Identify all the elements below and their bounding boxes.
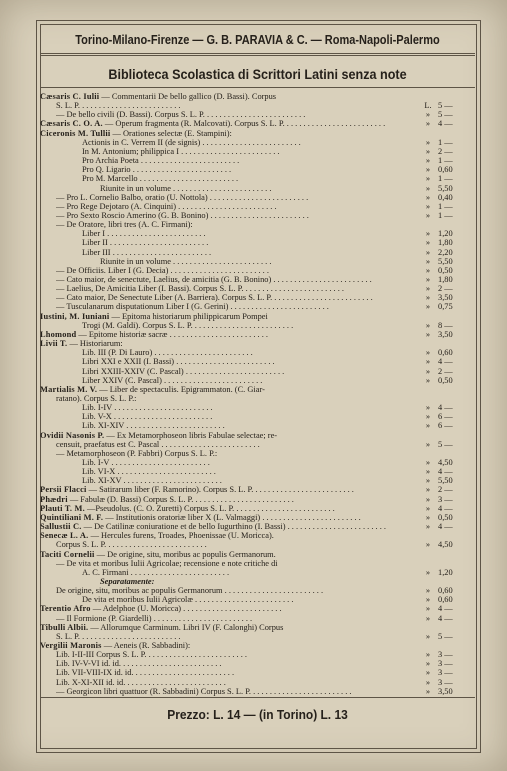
currency-mark: » bbox=[425, 302, 431, 312]
leader-dots: . . . . . . . . . . . . . . . . . . . . . . . . bbox=[105, 229, 206, 239]
entry-price: 0,60 bbox=[438, 595, 453, 605]
entry-title: — Epitoma historiarum philippicarum Pompei bbox=[109, 311, 268, 321]
entry-title: —Pseudolus. (C. O. Zuretti) Corpus S. L. P. bbox=[84, 503, 235, 513]
entry-title: — Cato maior, De Senectute Liber (A. Barriera). Corpus S. L. P. bbox=[56, 293, 273, 303]
leader-dots: . . . . . . . . . . . . . . . . . . . . . . . . bbox=[170, 256, 272, 266]
entry-title: De origine, situ, moribus ac populis Germanorum bbox=[56, 586, 223, 596]
entry-price: 1 — bbox=[438, 210, 453, 220]
leader-dots: . . . . . . . . . . . . . . . . . . . . . . . . bbox=[159, 439, 260, 449]
entry-title: — De Catilinæ coniuratione et de bello Iugurthino (I. Bassi) bbox=[81, 522, 286, 532]
leader-dots: . . . . . . . . . . . . . . . . . . . . . . . . bbox=[285, 522, 386, 532]
currency-mark: » bbox=[425, 403, 431, 413]
entry-title: — Allorumque Carminum. Libri IV (F. Calonghi) Corpus bbox=[88, 622, 284, 632]
currency-mark: » bbox=[425, 631, 431, 641]
entry-title: Lib. VI-X bbox=[82, 467, 116, 477]
leader-dots: . . . . . . . . . . . . . . . . . . . . . . . . bbox=[192, 320, 294, 330]
entry-title: — Aeneis (R. Sabbadini): bbox=[101, 641, 191, 650]
leader-dots: . . . . . . . . . . . . . . . . . . . . . . . . bbox=[121, 476, 222, 486]
entry-price: 0,50 bbox=[438, 265, 453, 275]
entry-title: Lib. XI-XIV bbox=[82, 421, 125, 431]
entry-title: Actionis in C. Verrem II (de signis) bbox=[82, 137, 201, 147]
leader-dots: . . . . . . . . . . . . . . . . . . . . . . . . bbox=[130, 165, 232, 175]
entry-title: Lib. I-IV bbox=[82, 403, 113, 413]
leader-dots: . . . . . . . . . . . . . . . . . . . . . . . . bbox=[170, 183, 272, 193]
currency-mark: » bbox=[425, 320, 431, 330]
currency-mark: » bbox=[425, 210, 431, 220]
entry-title: — Pro Sexto Roscio Amerino (G. B. Bonino) bbox=[56, 210, 209, 220]
leader-dots: . . . . . . . . . . . . . . . . . . . . . . . . bbox=[260, 512, 361, 522]
entry-title: Lib. I-II-III Corpus S. L. P. bbox=[56, 650, 147, 660]
entry-title: Lib. V-X bbox=[82, 412, 112, 422]
entry-price: 1 — bbox=[438, 156, 453, 166]
entry-title: Riunite in un volume bbox=[100, 183, 171, 193]
entry-title: — Adelphoe (U. Moricca) bbox=[90, 604, 182, 614]
leader-dots: . . . . . . . . . . . . . . . . . . . . . . . . bbox=[181, 604, 282, 614]
entry-price: 5 — bbox=[438, 631, 453, 641]
entry-title: — Epitome historiæ sacræ bbox=[76, 329, 168, 339]
entry-price: 8 — bbox=[438, 320, 453, 330]
currency-mark: » bbox=[425, 165, 431, 175]
currency-mark: » bbox=[425, 613, 431, 623]
author-name: Cæsaris C. O. A. bbox=[40, 119, 103, 129]
leader-dots: . . . . . . . . . . . . . . . . . . . . . . . . bbox=[207, 192, 309, 202]
entry-title: — Ex Metamorphoseon libris Fabulae selectae; re- bbox=[104, 430, 278, 440]
entry-title: Liber I bbox=[82, 229, 106, 239]
entry-title: — Hercules furens, Troades, Phoenissae (U. Moricca). bbox=[88, 531, 274, 541]
author-name: Persii Flacci bbox=[40, 485, 87, 495]
leader-dots: . . . . . . . . . . . . . . . . . . . . . . . . bbox=[183, 366, 285, 376]
entry-title: Trogi (M. Galdi). Corpus S. L. P. bbox=[82, 320, 193, 330]
page-title: Biblioteca Scolastica di Scrittori Latini senza note bbox=[108, 66, 407, 82]
entry-price: 4 — bbox=[438, 119, 453, 129]
price-footer: Prezzo: L. 14 — (in Torino) L. 13 bbox=[167, 707, 348, 722]
entry-price: 5 — bbox=[438, 110, 453, 120]
entry-price: 1,20 bbox=[438, 567, 453, 577]
entry-price: 2 — bbox=[438, 146, 453, 156]
currency-mark: » bbox=[425, 503, 431, 513]
entry-title: — Il Formione (P. Giardelli) bbox=[56, 613, 152, 623]
entry-price: 2 — bbox=[438, 485, 453, 495]
entry-title: Libri XXI e XXII (I. Bassi) bbox=[82, 357, 175, 367]
currency-mark: » bbox=[425, 412, 431, 422]
entry-title: — Operum fragmenta (R. Malcovati). Corpus S. L. P. bbox=[102, 119, 285, 129]
leader-dots: . . . . . . . . . . . . . . . . . . . . . . . . bbox=[234, 503, 335, 513]
entry-price: 5,50 bbox=[438, 476, 453, 486]
currency-mark: » bbox=[425, 156, 431, 166]
entry-price: 3,50 bbox=[438, 329, 453, 339]
entry-price: 4 — bbox=[438, 613, 453, 623]
entry-price: 6 — bbox=[438, 421, 453, 431]
entry-price: 0,50 bbox=[438, 375, 453, 385]
leader-dots: . . . . . . . . . . . . . . . . . . . . . . . . bbox=[107, 238, 209, 248]
currency-mark: » bbox=[425, 329, 431, 339]
entry-price: 4,50 bbox=[438, 540, 453, 550]
leader-dots: . . . . . . . . . . . . . . . . . . . . . . . . bbox=[109, 458, 210, 467]
author-name: Livii T. bbox=[40, 339, 68, 349]
entry-title: — De Oratore, libri tres (A. C. Firmani): bbox=[56, 220, 193, 230]
currency-mark: » bbox=[425, 494, 431, 504]
author-name: Taciti Cornelii bbox=[40, 549, 95, 559]
entry-title: — Commentarii De bello gallico (D. Bassi). Corpus bbox=[99, 92, 277, 101]
currency-mark: » bbox=[425, 119, 431, 129]
leader-dots: . . . . . . . . . . . . . . . . . . . . . . . . bbox=[167, 329, 268, 339]
author-name: Sallustii C. bbox=[40, 522, 82, 532]
entry-title: — Institutionis oratoriæ liber X (L. Valmaggi) bbox=[103, 512, 261, 522]
currency-mark: » bbox=[425, 485, 431, 495]
entry-title: Lib. XI-XV bbox=[82, 476, 122, 486]
entry-title: Separatamente: bbox=[100, 576, 155, 586]
entry-price: 3,50 bbox=[438, 293, 453, 303]
leader-dots: . . . . . . . . . . . . . . . . . . . . . . . . bbox=[251, 686, 352, 696]
entry-title: Lib. I-V bbox=[82, 458, 110, 467]
entry-title: — De Officiis. Liber I (G. Decia) bbox=[56, 265, 169, 275]
leader-dots: . . . . . . . . . . . . . . . . . . . . . . . . bbox=[152, 348, 253, 358]
entry-title: Riunite in un volume bbox=[100, 256, 171, 266]
entry-title: De vita et moribus Iulii Agricolæ bbox=[82, 595, 193, 605]
entry-price: 1,80 bbox=[438, 238, 453, 248]
leader-dots: . . . . . . . . . . . . . . . . . . . . . . . . bbox=[146, 650, 247, 660]
currency-mark: » bbox=[425, 174, 431, 184]
currency-mark: L. bbox=[424, 101, 432, 111]
entry-price: 1 — bbox=[438, 174, 453, 184]
entry-title: Pro M. Marcello bbox=[82, 174, 138, 184]
entry-price: 5 — bbox=[438, 439, 453, 449]
entry-price: 2 — bbox=[438, 284, 453, 294]
entry-title: — Orationes selectæ (E. Stampini): bbox=[110, 128, 232, 138]
leader-dots: . . . . . . . . . . . . . . . . . . . . . . . . bbox=[204, 110, 306, 120]
currency-mark: » bbox=[425, 348, 431, 358]
currency-mark: » bbox=[425, 375, 431, 385]
author-name: Plauti T. M. bbox=[40, 503, 85, 513]
author-name: Terentio Afro bbox=[40, 604, 91, 614]
author-name: Senecæ L. A. bbox=[40, 531, 89, 541]
entry-price: 4 — bbox=[438, 403, 453, 413]
currency-mark: » bbox=[425, 668, 431, 678]
entry-price: 1 — bbox=[438, 201, 453, 211]
leader-dots: . . . . . . . . . . . . . . . . . . . . . . . . bbox=[138, 156, 240, 166]
entry-price: 4,50 bbox=[438, 458, 453, 467]
leader-dots: . . . . . . . . . . . . . . . . . . . . . . . . bbox=[151, 613, 253, 623]
author-name: Phædri bbox=[40, 494, 68, 504]
entry-price: 4 — bbox=[438, 604, 453, 614]
currency-mark: » bbox=[425, 421, 431, 431]
entry-price: 5 — bbox=[438, 101, 453, 111]
entry-title: Lib. X-XI-XII id. id. bbox=[56, 677, 126, 687]
leader-dots: . . . . . . . . . . . . . . . . . . . . . . . . bbox=[124, 421, 225, 431]
entry-title: censuit, praefatus est C. Pascal bbox=[56, 439, 160, 449]
entry-price: 3 — bbox=[438, 668, 453, 678]
currency-mark: » bbox=[425, 183, 431, 193]
entry-title: Pro Q. Ligario bbox=[82, 165, 131, 175]
entry-price: 2,20 bbox=[438, 247, 453, 257]
leader-dots: . . . . . . . . . . . . . . . . . . . . . . . . bbox=[253, 485, 354, 495]
currency-mark: » bbox=[425, 265, 431, 275]
entry-price: 3 — bbox=[438, 494, 453, 504]
entry-title: Libri XXIII-XXIV (C. Pascal) bbox=[82, 366, 184, 376]
author-name: Ciceronis M. Tullii bbox=[40, 128, 111, 138]
leader-dots: . . . . . . . . . . . . . . . . . . . . . . . . bbox=[120, 659, 222, 669]
leader-dots: . . . . . . . . . . . . . . . . . . . . . . . . bbox=[106, 540, 207, 550]
entry-price: 4 — bbox=[438, 503, 453, 513]
entry-title: — Tusculanarum disputationum Liber I (G. Gerini) bbox=[56, 302, 229, 312]
entry-title: — De vita et moribus Iulii Agricolae; recensione e note critiche di bbox=[56, 558, 278, 568]
entry-title: — De bello civili (D. Bassi). Corpus S. L. P. bbox=[56, 110, 205, 120]
currency-mark: » bbox=[425, 256, 431, 266]
currency-mark: » bbox=[425, 686, 431, 696]
currency-mark: » bbox=[425, 650, 431, 660]
leader-dots: . . . . . . . . . . . . . . . . . . . . . . . . bbox=[174, 357, 275, 367]
leader-dots: . . . . . . . . . . . . . . . . . . . . . . . . bbox=[112, 403, 213, 413]
entry-title: — Fabulæ (D. Bassi) Corpus S. L. P. bbox=[67, 494, 194, 504]
entry-title: — Georgicon libri quattuor (R. Sabbadini) Corpus S. L. P. bbox=[56, 686, 252, 696]
entry-title: Corpus S. L. P. bbox=[56, 540, 107, 550]
currency-mark: » bbox=[425, 458, 431, 467]
currency-mark: » bbox=[425, 512, 431, 522]
entry-title: — Historiarum: bbox=[67, 339, 123, 349]
currency-mark: » bbox=[425, 439, 431, 449]
entry-price: 2 — bbox=[438, 366, 453, 376]
entry-title: A. C. Firmani bbox=[82, 567, 129, 577]
currency-mark: » bbox=[425, 284, 431, 294]
author-name: Martialis M. V. bbox=[40, 384, 98, 394]
entry-price: 0,60 bbox=[438, 586, 453, 596]
entry-price: 0,40 bbox=[438, 192, 453, 202]
entry-title: — Laelius, De Amicitia Liber (I. Bassi). Corpus S. L. P. bbox=[56, 284, 244, 294]
leader-dots: . . . . . . . . . . . . . . . . . . . . . . . . bbox=[79, 631, 181, 641]
leader-dots: . . . . . . . . . . . . . . . . . . . . . . . . bbox=[193, 494, 294, 504]
leader-dots: . . . . . . . . . . . . . . . . . . . . . . . . bbox=[192, 595, 294, 605]
entry-price: 3 — bbox=[438, 650, 453, 660]
currency-mark: » bbox=[425, 192, 431, 202]
entry-title: Liber III bbox=[82, 247, 111, 257]
currency-mark: » bbox=[425, 586, 431, 596]
leader-dots: . . . . . . . . . . . . . . . . . . . . . . . . bbox=[272, 293, 373, 303]
currency-mark: » bbox=[425, 467, 431, 477]
author-name: Lhomond bbox=[40, 329, 77, 339]
currency-mark: » bbox=[425, 540, 431, 550]
currency-mark: » bbox=[425, 229, 431, 239]
leader-dots: . . . . . . . . . . . . . . . . . . . . . . . . bbox=[133, 668, 235, 678]
entry-title: Liber II bbox=[82, 238, 108, 248]
currency-mark: » bbox=[425, 476, 431, 486]
currency-mark: » bbox=[425, 238, 431, 248]
entry-title: In M. Antonium; philippica I bbox=[82, 146, 180, 156]
entry-price: 0,60 bbox=[438, 348, 453, 358]
entry-title: Lib. IV-V-VI id. id. bbox=[56, 659, 121, 669]
leader-dots: . . . . . . . . . . . . . . . . . . . . . . . . bbox=[271, 275, 372, 284]
entry-title: — Liber de spectaculis. Epigrammaton. (C. Giar- bbox=[97, 384, 265, 394]
leader-dots: . . . . . . . . . . . . . . . . . . . . . . . . bbox=[79, 101, 181, 111]
leader-dots: . . . . . . . . . . . . . . . . . . . . . . . . bbox=[179, 146, 280, 156]
entry-price: 5,50 bbox=[438, 183, 453, 193]
currency-mark: » bbox=[425, 357, 431, 367]
entry-price: 1,20 bbox=[438, 229, 453, 239]
leader-dots: . . . . . . . . . . . . . . . . . . . . . . . . bbox=[228, 302, 329, 312]
author-name: Vergilii Maronis bbox=[40, 641, 102, 650]
leader-dots: . . . . . . . . . . . . . . . . . . . . . . . . bbox=[208, 210, 309, 220]
entry-title: — Pro Rege Dejotaro (A. Cinquini) bbox=[56, 201, 177, 211]
entry-price: 6 — bbox=[438, 412, 453, 422]
leader-dots: . . . . . . . . . . . . . . . . . . . . . . . . bbox=[168, 265, 269, 275]
leader-dots: . . . . . . . . . . . . . . . . . . . . . . . . bbox=[161, 375, 263, 385]
entry-price: 4 — bbox=[438, 357, 453, 367]
currency-mark: » bbox=[425, 567, 431, 577]
catalog-entry bbox=[56, 687, 420, 697]
leader-dots: . . . . . . . . . . . . . . . . . . . . . . . . bbox=[125, 677, 226, 687]
currency-mark: » bbox=[425, 366, 431, 376]
entry-price: 1 — bbox=[438, 137, 453, 147]
entry-price: 0,60 bbox=[438, 165, 453, 175]
entry-title: — Satirarum liber (F. Ramorino). Corpus S. L. P. bbox=[86, 485, 254, 495]
leader-dots: . . . . . . . . . . . . . . . . . . . . . . . . bbox=[128, 567, 230, 577]
author-name: Cæsaris C. Iulii bbox=[40, 92, 100, 101]
entry-price: 4 — bbox=[438, 522, 453, 532]
entry-title: S. L. P. bbox=[56, 101, 80, 111]
currency-mark: » bbox=[425, 293, 431, 303]
entry-title: — Pro L. Cornelio Balbo, oratio (U. Nottola) bbox=[56, 192, 208, 202]
entry-price: 0,75 bbox=[438, 302, 453, 312]
entry-title: — Metamorphoseon (P. Fabbri) Corpus S. L. P.: bbox=[56, 448, 218, 458]
author-name: Tibulli Albii. bbox=[40, 622, 89, 632]
currency-mark: » bbox=[425, 659, 431, 669]
currency-mark: » bbox=[425, 677, 431, 687]
publisher-header: Torino-Milano-Firenze — G. B. PARAVIA & C. — Roma-Napoli-Palermo bbox=[75, 33, 440, 47]
currency-mark: » bbox=[425, 522, 431, 532]
entry-title: — De origine, situ, moribus ac populis Germanorum. bbox=[94, 549, 276, 559]
currency-mark: » bbox=[425, 137, 431, 147]
entry-price: 0,50 bbox=[438, 512, 453, 522]
entry-title: S. L. P. bbox=[56, 631, 80, 641]
entry-price: 3 — bbox=[438, 659, 453, 669]
leader-dots: . . . . . . . . . . . . . . . . . . . . . . . . bbox=[115, 467, 216, 477]
author-name: Ovidii Nasonis P. bbox=[40, 430, 105, 440]
leader-dots: . . . . . . . . . . . . . . . . . . . . . . . . bbox=[176, 201, 277, 211]
currency-mark: » bbox=[425, 595, 431, 605]
currency-mark: » bbox=[425, 146, 431, 156]
leader-dots: . . . . . . . . . . . . . . . . . . . . . . . . bbox=[222, 586, 324, 596]
currency-mark: » bbox=[425, 247, 431, 257]
entry-title: Lib. VII-VIII-IX id. id. bbox=[56, 668, 134, 678]
entry-title: Liber XXIV (C. Pascal) bbox=[82, 375, 162, 385]
leader-dots: . . . . . . . . . . . . . . . . . . . . . . . . bbox=[137, 174, 239, 184]
footer-divider bbox=[40, 697, 475, 698]
entry-price: 3 — bbox=[438, 677, 453, 687]
currency-mark: » bbox=[425, 275, 431, 284]
currency-mark: » bbox=[425, 110, 431, 120]
leader-dots: . . . . . . . . . . . . . . . . . . . . . . . . bbox=[200, 137, 301, 147]
leader-dots: . . . . . . . . . . . . . . . . . . . . . . . . bbox=[243, 284, 344, 294]
author-name: Iustini, M. Iuniani bbox=[40, 311, 110, 321]
entry-title: — Cato maior, de senectute, Laelius, de amicitia (G. B. Bonino) bbox=[56, 275, 272, 284]
entry-price: 4 — bbox=[438, 467, 453, 477]
author-name: Quintiliani M. F. bbox=[40, 512, 104, 522]
currency-mark: » bbox=[425, 604, 431, 614]
entry-price: 3,50 bbox=[438, 686, 453, 696]
leader-dots: . . . . . . . . . . . . . . . . . . . . . . . . bbox=[111, 412, 213, 422]
entry-title: Pro Archia Poeta bbox=[82, 156, 139, 166]
entry-price: 1,80 bbox=[438, 275, 453, 284]
entry-title: ratano). Corpus S. L. P.: bbox=[56, 393, 137, 403]
leader-dots: . . . . . . . . . . . . . . . . . . . . . . . . bbox=[284, 119, 386, 129]
leader-dots: . . . . . . . . . . . . . . . . . . . . . . . . bbox=[110, 247, 212, 257]
entry-price: 5,50 bbox=[438, 256, 453, 266]
entry-title: Lib. III (P. Di Lauro) bbox=[82, 348, 153, 358]
currency-mark: » bbox=[425, 201, 431, 211]
